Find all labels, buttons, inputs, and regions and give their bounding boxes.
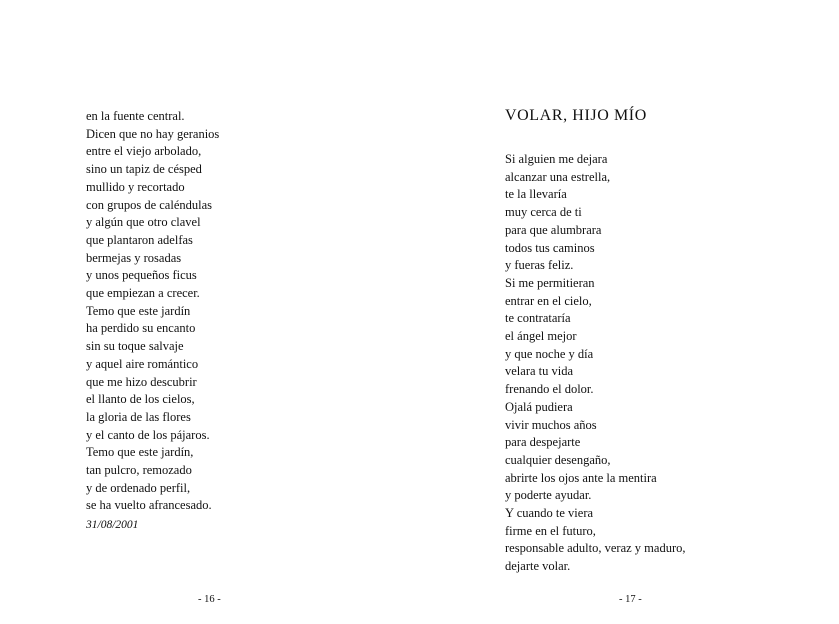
verse-line: firme en el futuro, [505, 523, 596, 538]
verse-line: entrar en el cielo, [505, 293, 592, 308]
verse-line: y fueras feliz. [505, 258, 574, 273]
verse-line: te contrataría [505, 311, 571, 326]
verse-line: para que alumbrara [505, 222, 602, 237]
verse-line: mullido y recortado [86, 179, 185, 194]
verse-line: tan pulcro, remozado [86, 463, 192, 478]
verse-line: Dicen que no hay geranios [86, 126, 220, 141]
verse-line: responsable adulto, veraz y maduro, [505, 541, 686, 556]
verse-line: en la fuente central. [86, 109, 185, 123]
verse-line: ha perdido su encanto [86, 321, 196, 336]
verse-line: para despejarte [505, 435, 581, 450]
poem-title: VOLAR, HIJO MÍO [505, 107, 647, 124]
verse-line: Ojalá pudiera [505, 399, 573, 414]
verse-line: bermejas y rosadas [86, 250, 182, 265]
poem-date: 31/08/2001 [86, 519, 139, 531]
verse-line: abrirte los ojos ante la mentira [505, 470, 657, 485]
verse-line: que me hizo descubrir [86, 374, 197, 389]
verse-line: y algún que otro clavel [86, 215, 201, 230]
verse-line: con grupos de caléndulas [86, 197, 213, 212]
poem-body [505, 151, 686, 576]
verse-line: se ha vuelto afrancesado. [86, 498, 212, 513]
page-number: - 17 - [619, 594, 642, 605]
verse-line: Temo que este jardín [86, 303, 191, 318]
verse-line: el llanto de los cielos, [86, 392, 195, 407]
verse-line: te la llevaría [505, 187, 567, 202]
verse-line: y unos pequeños ficus [86, 268, 197, 283]
verse-line: entre el viejo arbolado, [86, 144, 202, 159]
verse-line: frenando el dolor. [505, 382, 594, 397]
verse-line: sin su toque salvaje [86, 339, 184, 354]
verse-line: y que noche y día [505, 346, 594, 361]
verse-line: alcanzar una estrella, [505, 169, 611, 184]
verse-line: cualquier desengaño, [505, 452, 611, 467]
page-number: - 16 - [198, 594, 221, 605]
verse-line: velara tu vida [505, 364, 574, 379]
verse-line: y aquel aire romántico [86, 356, 199, 371]
verse-line: la gloria de las flores [86, 409, 191, 424]
verse-line: Y cuando te viera [505, 506, 594, 521]
verse-line: vivir muchos años [505, 417, 597, 432]
verse-line: Si me permitieran [505, 275, 595, 290]
poem-continuation [86, 108, 219, 515]
verse-line: y poderte ayudar. [505, 488, 592, 503]
verse-line: que plantaron adelfas [86, 232, 193, 247]
verse-line: y el canto de los pájaros. [86, 427, 210, 442]
verse-line: el ángel mejor [505, 329, 577, 344]
right-page [420, 0, 839, 624]
verse-line: muy cerca de ti [505, 205, 582, 220]
verse-line: que empiezan a crecer. [86, 286, 200, 301]
verse-line: Temo que este jardín, [86, 445, 194, 460]
verse-line: Si alguien me dejara [505, 152, 608, 166]
verse-line: todos tus caminos [505, 240, 595, 255]
verse-line: dejarte volar. [505, 559, 571, 574]
verse-line: sino un tapiz de césped [86, 162, 202, 177]
verse-line: y de ordenado perfil, [86, 480, 191, 495]
